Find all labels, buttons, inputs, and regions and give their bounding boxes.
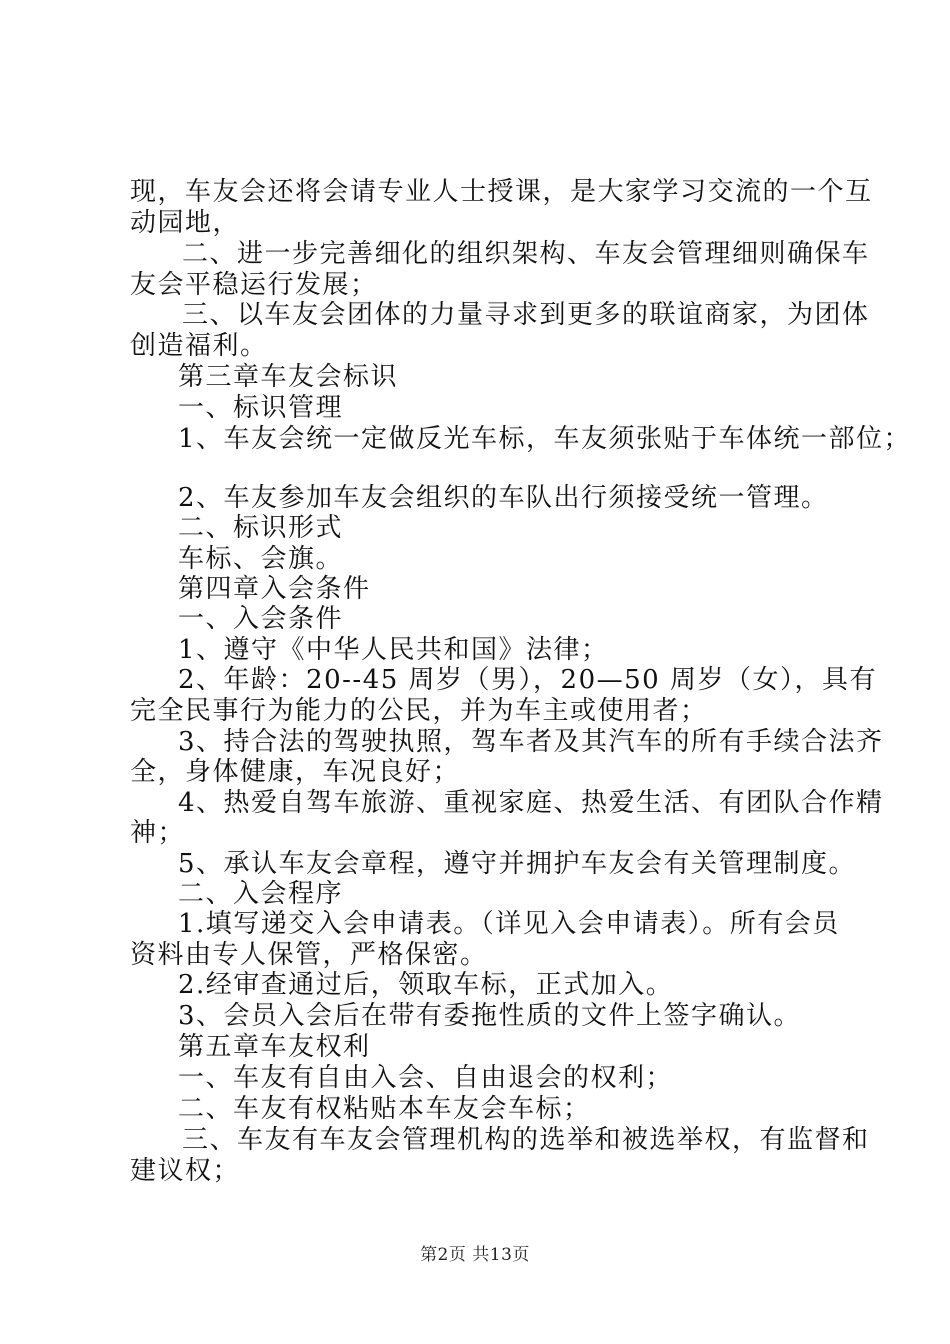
paragraph-line: 三、车友有车友会管理机构的选举和被选举权，有监督和 xyxy=(182,1125,870,1155)
section-heading: 二、标识形式 xyxy=(178,513,344,543)
paragraph-line: 动园地， xyxy=(130,208,241,238)
paragraph-line: 二、车友有权粘贴本车友会车标； xyxy=(178,1094,591,1124)
page-footer: 第2页 共13页 xyxy=(420,1245,530,1265)
paragraph-line: 3、持合法的驾驶执照，驾车者及其汽车的所有手续合法齐 xyxy=(178,727,884,757)
chapter-heading: 第四章入会条件 xyxy=(178,574,371,604)
chapter-heading: 第五章车友权利 xyxy=(178,1032,371,1062)
paragraph-line: 2、年龄：20--45 周岁（男），20—50 周岁（女），具有 xyxy=(178,665,877,695)
paragraph-line: 4、热爱自驾车旅游、重视家庭、热爱生活、有团队合作精 xyxy=(178,788,884,818)
paragraph-line: 建议权； xyxy=(130,1156,241,1186)
section-heading: 一、标识管理 xyxy=(178,393,344,423)
section-heading: 二、入会程序 xyxy=(178,879,344,909)
paragraph-line: 现，车友会还将会请专业人士授课，是大家学习交流的一个互 xyxy=(130,177,873,207)
paragraph-line: 友会平稳运行发展； xyxy=(130,270,378,300)
paragraph-line: 车标、会旗。 xyxy=(178,544,344,574)
paragraph-line: 1.填写递交入会申请表。（详见入会申请表）。所有会员 xyxy=(178,909,840,939)
paragraph-line: 1、车友会统一定做反光车标，车友须张贴于车体统一部位； xyxy=(178,424,912,454)
paragraph-line: 2.经审查通过后，领取车标，正式加入。 xyxy=(178,970,674,1000)
paragraph-line: 创造福利。 xyxy=(130,331,268,361)
section-heading: 一、入会条件 xyxy=(178,604,344,634)
paragraph-line: 三、以车友会团体的力量寻求到更多的联谊商家，为团体 xyxy=(182,300,870,330)
paragraph-line: 资料由专人保管，严格保密。 xyxy=(130,940,488,970)
paragraph-line: 二、进一步完善细化的组织架构、车友会管理细则确保车 xyxy=(182,239,870,269)
paragraph-line: 2、车友参加车友会组织的车队出行须接受统一管理。 xyxy=(178,483,829,513)
paragraph-line: 3、会员入会后在带有委拖性质的文件上签字确认。 xyxy=(178,1001,802,1031)
paragraph-line: 神； xyxy=(130,818,186,848)
paragraph-line: 1、遵守《中华人民共和国》法律； xyxy=(178,635,609,665)
paragraph-line: 5、承认车友会章程，遵守并拥护车友会有关管理制度。 xyxy=(178,849,857,879)
paragraph-line: 全，身体健康，车况良好； xyxy=(130,757,461,787)
paragraph-line: 一、车友有自由入会、自由退会的权利； xyxy=(178,1063,674,1093)
chapter-heading: 第三章车友会标识 xyxy=(178,362,399,392)
paragraph-line: 完全民事行为能力的公民，并为车主或使用者； xyxy=(130,696,708,726)
